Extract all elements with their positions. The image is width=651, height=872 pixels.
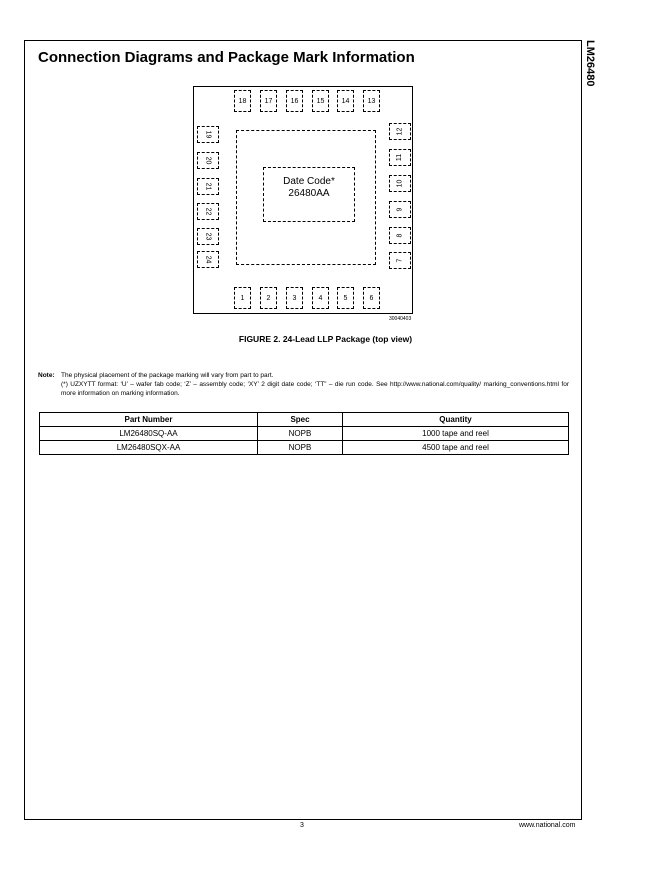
pin-1: 1 bbox=[234, 287, 251, 309]
pin-15: 15 bbox=[312, 90, 329, 112]
pin-9: 9 bbox=[389, 201, 411, 218]
date-code-box bbox=[263, 167, 355, 222]
pin-18: 18 bbox=[234, 90, 251, 112]
cell-quantity: 1000 tape and reel bbox=[343, 427, 569, 441]
pin-16: 16 bbox=[286, 90, 303, 112]
pin-8: 8 bbox=[389, 227, 411, 244]
header-spec: Spec bbox=[258, 413, 343, 427]
pin-11: 11 bbox=[389, 149, 411, 166]
cell-part-number: LM26480SQ-AA bbox=[40, 427, 258, 441]
pin-12: 12 bbox=[389, 123, 411, 140]
section-title: Connection Diagrams and Package Mark Information bbox=[38, 49, 415, 66]
pin-10: 10 bbox=[389, 175, 411, 192]
part-number-header: LM26480 bbox=[584, 40, 596, 87]
date-code-label: Date Code* bbox=[283, 176, 335, 187]
pin-23: 23 bbox=[197, 228, 219, 245]
pin-20: 20 bbox=[197, 152, 219, 169]
cell-spec: NOPB bbox=[258, 427, 343, 441]
cell-spec: NOPB bbox=[258, 441, 343, 455]
figure-caption: FIGURE 2. 24-Lead LLP Package (top view) bbox=[238, 334, 413, 344]
pin-22: 22 bbox=[197, 203, 219, 220]
header-quantity: Quantity bbox=[343, 413, 569, 427]
pin-2: 2 bbox=[260, 287, 277, 309]
pin-3: 3 bbox=[286, 287, 303, 309]
pin-21: 21 bbox=[197, 178, 219, 195]
table-row bbox=[40, 427, 569, 441]
side-header bbox=[586, 40, 606, 120]
table-row bbox=[40, 441, 569, 455]
figure-number: 30040403 bbox=[389, 316, 412, 322]
pin-24: 24 bbox=[197, 251, 219, 268]
part-number-table bbox=[39, 412, 569, 455]
table-header-row bbox=[40, 413, 569, 427]
pin-5: 5 bbox=[337, 287, 354, 309]
date-code-value: 26480AA bbox=[288, 188, 330, 199]
note-label: Note: bbox=[38, 372, 55, 379]
note-line-2: (*) UZXYTT format: ‘U’ – wafer fab code; ‘Z’ – assembly code; ‘XY’ 2 digit date code; ‘TT” – die run code. See http://www.national.com/quality/ marking_conventions.html for more information on marking information. bbox=[61, 381, 569, 397]
note-line-1: The physical placement of the package marking will vary from part to part. bbox=[61, 372, 274, 379]
pin-7: 7 bbox=[389, 252, 411, 269]
exposed-pad bbox=[236, 130, 376, 265]
header-part-number: Part Number bbox=[40, 413, 258, 427]
pin-14: 14 bbox=[337, 90, 354, 112]
cell-quantity: 4500 tape and reel bbox=[343, 441, 569, 455]
package-diagram bbox=[193, 86, 413, 314]
pin-17: 17 bbox=[260, 90, 277, 112]
page-number: 3 bbox=[300, 822, 304, 829]
pin-6: 6 bbox=[363, 287, 380, 309]
pin-19: 19 bbox=[197, 126, 219, 143]
footer-url: www.national.com bbox=[519, 822, 576, 829]
pin-4: 4 bbox=[312, 287, 329, 309]
cell-part-number: LM26480SQX-AA bbox=[40, 441, 258, 455]
pin-13: 13 bbox=[363, 90, 380, 112]
